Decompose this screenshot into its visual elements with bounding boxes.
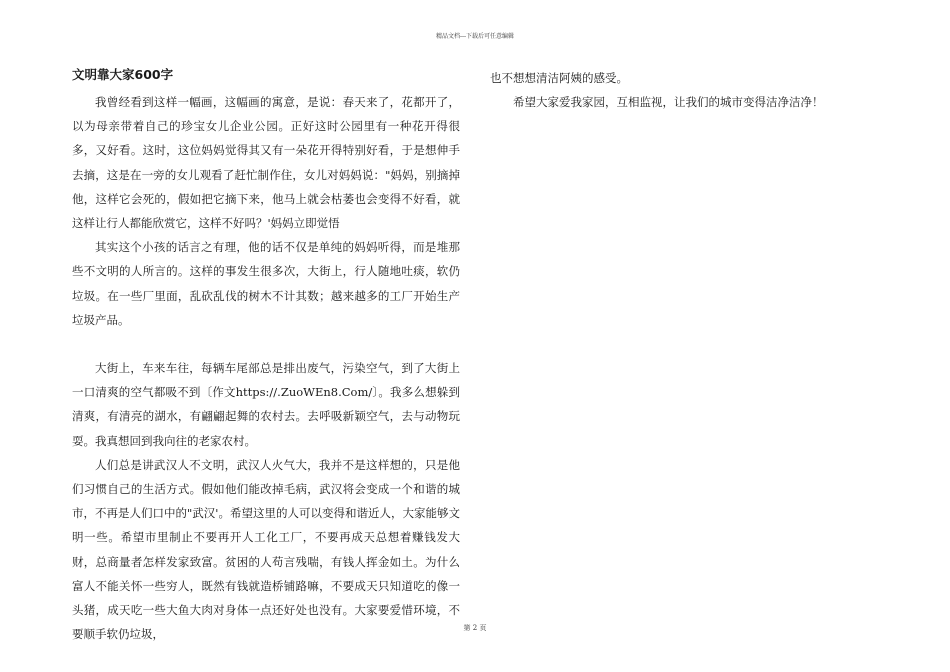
paragraph-gap — [72, 332, 460, 356]
right-column — [490, 66, 878, 114]
page-number: 第 2 页 — [463, 624, 487, 632]
document-title: 文明靠大家600字 — [72, 67, 174, 82]
paragraph-1: 我曾经看到这样一幅画，这幅画的寓意，是说：春天来了，花都开了，以为母亲带着自己的珍宝女儿企业公园。正好这时公园里有一种花开得很多，又好看。这时，这位妈妈觉得其又有一朵花开得特别好看，于是想伸手去摘，这是在一旁的女儿观看了赶忙制作住，女儿对妈妈说："妈妈，别摘掉他，这样它会死的，假如把它摘下来，他马上就会枯萎也会变得不好看，就这样让行人都能欣赏它，这样不好吗？'妈妈立即觉悟 — [72, 95, 460, 231]
paragraph-4: 人们总是讲武汉人不文明，武汉人火气大，我并不是这样想的，只是他们习惯自己的生活方式。假如他们能改掉毛病，武汉将会变成一个和谐的城市，不再是人们口中的"武汉'。希望这里的人可以变得和谐近人，大家能够文明一些。希望市里制止不要再开人工化工厂，不要再成天总想着赚钱发大财，总商量者怎样发家致富。贫困的人苟言残喘，有钱人挥金如土。为什么富人不能关怀一些穷人，既然有钱就造桥铺路嘛，不要成天只知道吃的像一头猪，成天吃一些大鱼大肉对身体一点还好处也没有。大家要爱惜环境，不要顺手软仍垃圾， — [72, 457, 460, 642]
left-column — [72, 66, 460, 646]
paragraph-5: 希望大家爱我家园，互相监视，让我们的城市变得洁净洁净！ — [513, 95, 824, 110]
paragraph-3: 大街上，车来车往，每辆车尾部总是排出废气，污染空气，到了大街上一口清爽的空气都吸不到〔作文https://.ZuoWEn8.Com/〕。我多么想躲到清爽，有清亮的湖水，有翩翩起舞的农村去。去呼吸新颖空气，去与动物玩耍。我真想回到我向往的老家农村。 — [72, 361, 460, 448]
paragraph-2: 其实这个小孩的话言之有理，他的话不仅是单纯的妈妈听得，而是堆那些不文明的人所言的。这样的事发生很多次，大街上，行人随地吐痰，软仍垃圾。在一些厂里面，乱砍乱伐的树木不计其数；越来越多的工厂开始生产垃圾产品。 — [72, 240, 460, 327]
page-header: 精品文档---下载后可任意编辑 — [435, 33, 515, 40]
paragraph-4-continued: 也不想想清洁阿姨的感受。 — [490, 71, 628, 85]
